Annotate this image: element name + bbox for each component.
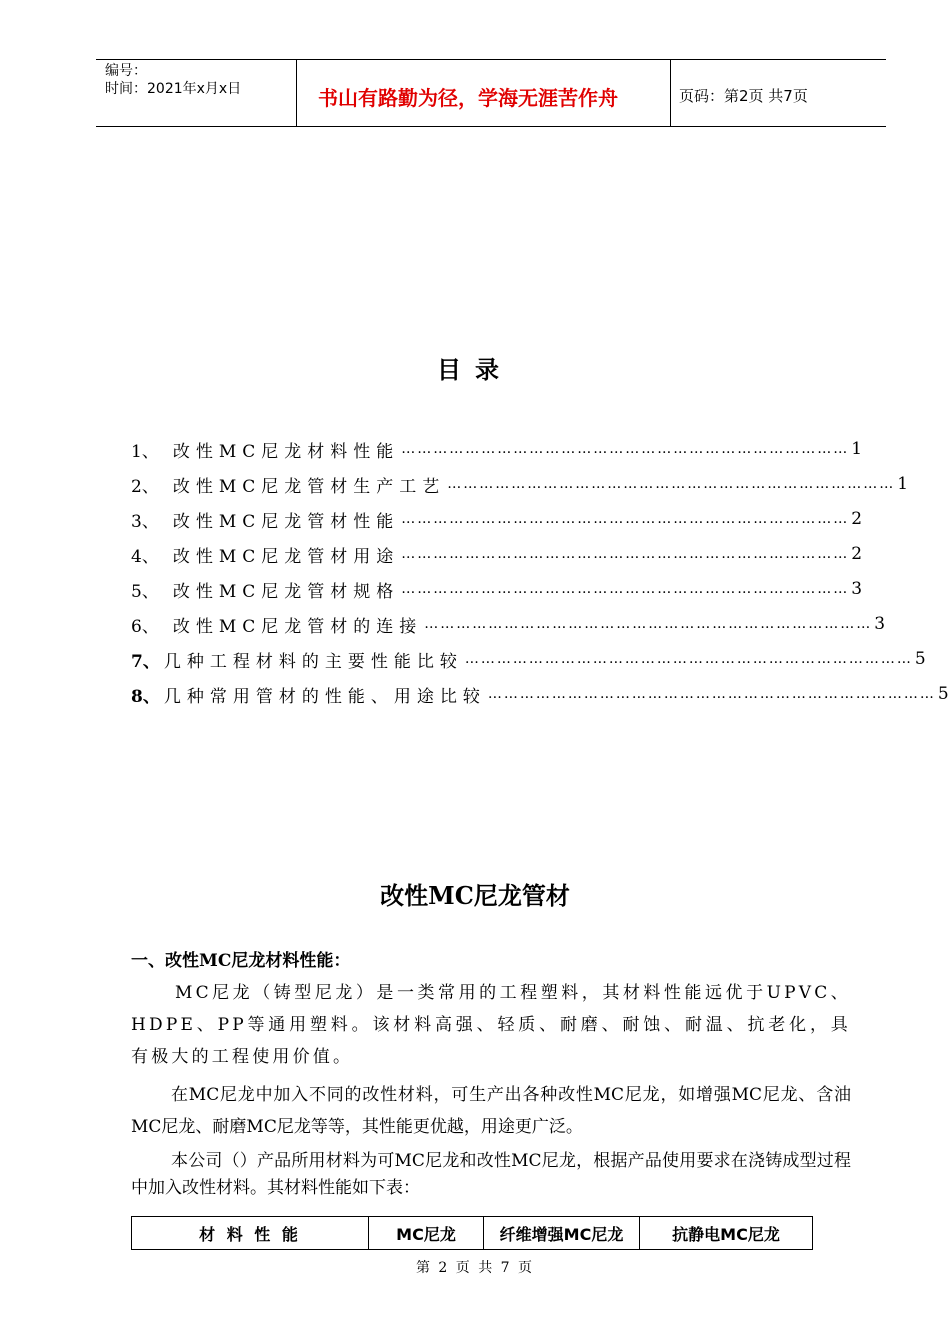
toc-item[interactable] — [131, 542, 863, 567]
toc-item-number: 5、 — [131, 581, 159, 602]
header-serial-label: 编号： — [105, 63, 147, 79]
toc-item-number: 1、 — [131, 441, 159, 462]
toc-item-text: 改性MC尼龙管材规格 — [172, 581, 400, 602]
toc-item[interactable] — [131, 507, 863, 532]
toc-item-number: 4、 — [131, 546, 159, 567]
material-properties-table — [131, 1216, 813, 1250]
paragraph-1: MC尼龙（铸型尼龙）是一类常用的工程塑料，其材料性能远优于UPVC、HDPE、PP等通用塑料。该材料高强、轻质、耐磨、耐蚀、耐温、抗老化，具有极大的工程使用价值。 — [131, 983, 851, 1067]
toc-item-page: 1 — [897, 474, 909, 494]
table-header-row — [132, 1217, 813, 1250]
toc-item-page: 5 — [937, 684, 949, 704]
toc-item-text: 改性MC尼龙材料性能 — [172, 441, 400, 462]
table-header-cell: 抗静电MC尼龙 — [640, 1217, 813, 1250]
toc-item-number: 2、 — [131, 476, 159, 497]
toc-item-text: 改性MC尼龙管材生产工艺 — [172, 476, 446, 497]
toc-item[interactable] — [131, 437, 863, 462]
toc-leader-dots: ………………………………………………………………………… — [401, 581, 850, 597]
toc-leader-dots: ………………………………………………………………………… — [401, 546, 850, 562]
toc-item-number: 8、 — [131, 686, 160, 707]
toc-item-number: 7、 — [131, 651, 160, 672]
toc-item-number: 6、 — [131, 616, 159, 637]
header-page-info: 页码：第2页 共7页 — [679, 87, 808, 105]
toc-item-text: 改性MC尼龙管材性能 — [172, 511, 400, 532]
table-header-cell: 纤维增强MC尼龙 — [484, 1217, 640, 1250]
toc-item-text: 几种常用管材的性能、用途比较 — [163, 686, 486, 707]
toc-item-page: 5 — [914, 649, 926, 669]
header-motto: 书山有路勤为径，学海无涯苦作舟 — [318, 86, 618, 110]
toc-item-text: 改性MC尼龙管材的连接 — [172, 616, 423, 637]
header-divider-right — [670, 59, 671, 126]
toc-leader-dots: ………………………………………………………………………… — [487, 686, 936, 702]
section-1-title: 一、改性MC尼龙材料性能： — [131, 951, 351, 971]
toc-item-page: 2 — [851, 509, 863, 529]
toc-item[interactable] — [131, 647, 926, 672]
toc-leader-dots: ………………………………………………………………………… — [464, 651, 913, 667]
toc-item[interactable] — [131, 682, 949, 707]
table-header-cell: MC尼龙 — [369, 1217, 484, 1250]
toc-title: 目录 — [437, 355, 513, 384]
toc-item-page: 3 — [851, 579, 863, 599]
paragraph-2: 在MC尼龙中加入不同的改性材料，可生产出各种改性MC尼龙，如增强MC尼龙、含油MC尼龙、耐磨MC尼龙等等，其性能更优越，用途更广泛。 — [131, 1085, 851, 1137]
header-top-border — [96, 59, 886, 60]
toc-item-number: 3、 — [131, 511, 159, 532]
paragraph-3: 本公司（）产品所用材料为可MC尼龙和改性MC尼龙，根据产品使用要求在浇铸成型过程中加入改性材料。其材料性能如下表： — [131, 1151, 851, 1198]
toc-item-page: 1 — [851, 439, 863, 459]
toc-leader-dots: ………………………………………………………………………… — [401, 511, 850, 527]
toc-leader-dots: ………………………………………………………………………… — [424, 616, 873, 632]
table-header-cell: 材 料 性 能 — [132, 1217, 369, 1250]
document-title: 改性MC尼龙管材 — [380, 881, 570, 910]
toc-item[interactable] — [131, 577, 863, 602]
toc-item-page: 3 — [874, 614, 886, 634]
header-time: 时间：2021年x月x日 — [105, 81, 242, 97]
toc-item[interactable] — [131, 472, 909, 497]
toc-item-text: 改性MC尼龙管材用途 — [172, 546, 400, 567]
toc-leader-dots: ………………………………………………………………………… — [447, 476, 896, 492]
toc-item-page: 2 — [851, 544, 863, 564]
header-divider-left — [296, 59, 297, 126]
toc-item[interactable] — [131, 612, 886, 637]
header-bottom-border — [96, 126, 886, 127]
page-footer: 第 2 页 共 7 页 — [415, 1260, 535, 1276]
toc-leader-dots: ………………………………………………………………………… — [401, 441, 850, 457]
toc-item-text: 几种工程材料的主要性能比较 — [163, 651, 463, 672]
